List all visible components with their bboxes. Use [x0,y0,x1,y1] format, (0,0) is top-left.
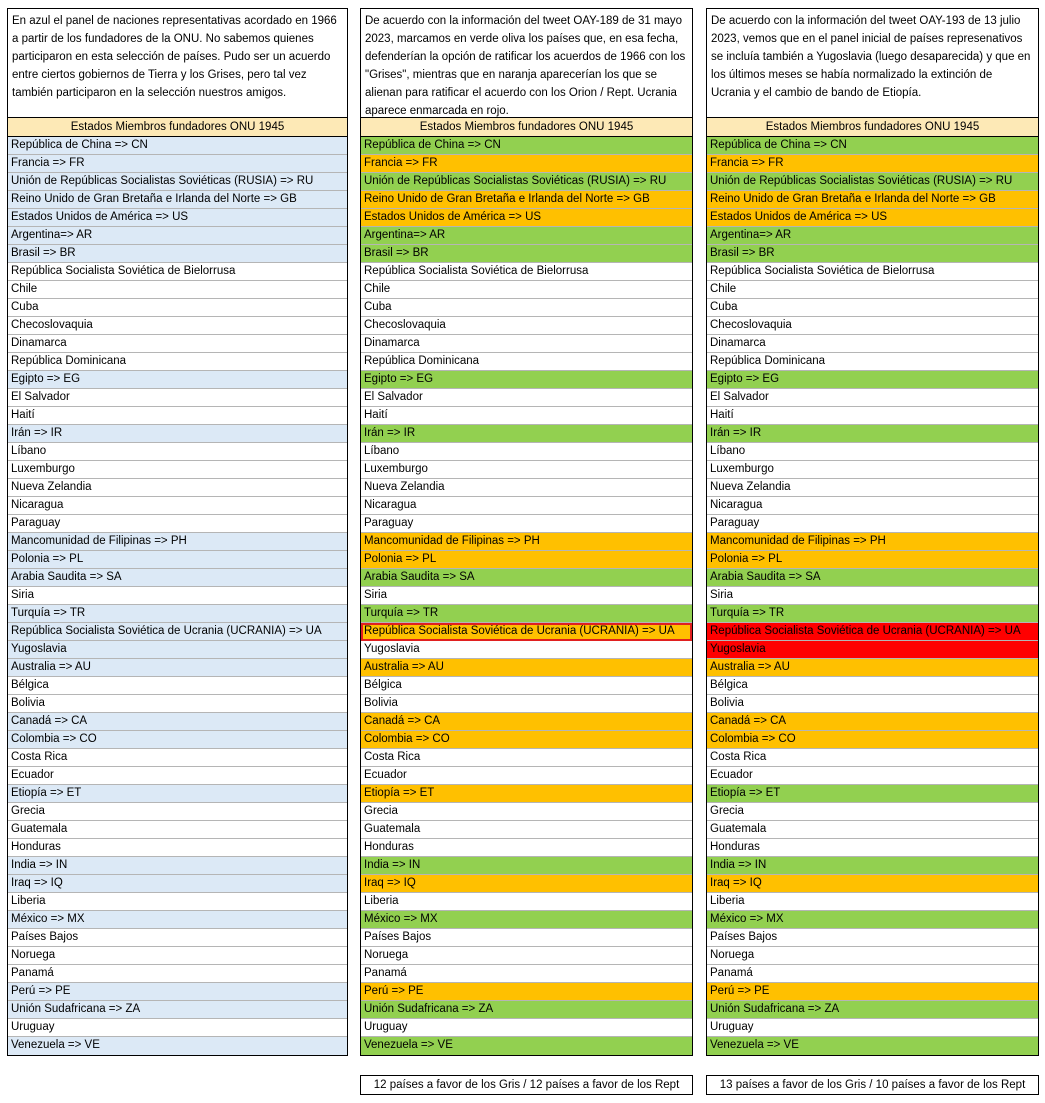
country-row: República Socialista Soviética de Ucrania (UCRANIA) => UA [361,623,692,641]
country-row: Francia => FR [707,155,1038,173]
column-header: Estados Miembros fundadores ONU 1945 [7,118,348,137]
country-row: Países Bajos [361,929,692,947]
country-row: Francia => FR [361,155,692,173]
country-row: República de China => CN [8,137,347,155]
country-row: República de China => CN [361,137,692,155]
country-row: Yugoslavia [361,641,692,659]
country-row: Liberia [8,893,347,911]
country-row: Dinamarca [707,335,1038,353]
country-row: Mancomunidad de Filipinas => PH [361,533,692,551]
country-row: Cuba [8,299,347,317]
country-row: Costa Rica [707,749,1038,767]
country-row: Siria [361,587,692,605]
country-row: Arabia Saudita => SA [707,569,1038,587]
country-row: Irán => IR [8,425,347,443]
country-row: Dinamarca [361,335,692,353]
country-row: Ecuador [361,767,692,785]
column-description: De acuerdo con la información del tweet OAY-193 de 13 julio 2023, vemos que en el panel inicial de países represenativos se incluía también a Yugoslavia (luego desaparecida) y que en los últimos meses se había normalizado la extinción de Ucrania y el cambio de bando de Etiopía. [706,8,1039,118]
country-row: Polonia => PL [707,551,1038,569]
country-row: Líbano [8,443,347,461]
country-row: Luxemburgo [8,461,347,479]
country-row: Etiopía => ET [8,785,347,803]
country-row: Australia => AU [707,659,1038,677]
country-row: Nueva Zelandia [8,479,347,497]
country-row: República Dominicana [707,353,1038,371]
country-row: Grecia [361,803,692,821]
country-row: Reino Unido de Gran Bretaña e Irlanda del Norte => GB [8,191,347,209]
country-row: Haití [8,407,347,425]
country-row: Venezuela => VE [361,1037,692,1055]
country-row: Noruega [361,947,692,965]
country-list [706,137,1039,1056]
column-header: Estados Miembros fundadores ONU 1945 [706,118,1039,137]
country-row: Panamá [707,965,1038,983]
country-row: Colombia => CO [361,731,692,749]
country-row: Guatemala [361,821,692,839]
country-row: Estados Unidos de América => US [361,209,692,227]
country-row: Estados Unidos de América => US [707,209,1038,227]
tweet-oay-189-column [360,8,693,1056]
country-row: Venezuela => VE [707,1037,1038,1055]
country-row: El Salvador [8,389,347,407]
country-row: Noruega [8,947,347,965]
country-row: Colombia => CO [8,731,347,749]
country-row: Reino Unido de Gran Bretaña e Irlanda del Norte => GB [361,191,692,209]
country-row: Unión Sudafricana => ZA [8,1001,347,1019]
country-row: Siria [707,587,1038,605]
country-row: Egipto => EG [707,371,1038,389]
country-row: Polonia => PL [361,551,692,569]
country-row: Canadá => CA [8,713,347,731]
country-row: Unión de Repúblicas Socialistas Soviéticas (RUSIA) => RU [361,173,692,191]
country-row: Siria [8,587,347,605]
country-row: Dinamarca [8,335,347,353]
country-row: Costa Rica [8,749,347,767]
country-row: Etiopía => ET [707,785,1038,803]
summary-box: 12 países a favor de los Gris / 12 países a favor de los Rept [360,1075,693,1095]
country-row: Cuba [707,299,1038,317]
country-row: República Socialista Soviética de Bielorrusa [8,263,347,281]
country-row: Chile [707,281,1038,299]
country-row: India => IN [361,857,692,875]
country-row: República Dominicana [361,353,692,371]
country-list [360,137,693,1056]
country-row: Unión de Repúblicas Socialistas Soviéticas (RUSIA) => RU [8,173,347,191]
country-row: Brasil => BR [8,245,347,263]
country-row: Uruguay [361,1019,692,1037]
country-row: Bélgica [361,677,692,695]
country-row: Turquía => TR [707,605,1038,623]
country-row: Bolivia [707,695,1038,713]
column-description: En azul el panel de naciones representativas acordado en 1966 a partir de los fundadores de la ONU. No sabemos quienes participaron en esta selección de países. Pudo ser un acuerdo entre ciertos gobiernos de Tierra y los Grises, pero tal vez también participaron en la selección nuestros amigos. [7,8,348,118]
country-row: Panamá [361,965,692,983]
country-row: Uruguay [707,1019,1038,1037]
tweet-oay-193-column [706,8,1039,1056]
country-row: Cuba [361,299,692,317]
country-row: El Salvador [361,389,692,407]
country-row: India => IN [707,857,1038,875]
country-row: Ecuador [8,767,347,785]
country-row: Arabia Saudita => SA [361,569,692,587]
country-row: Argentina=> AR [8,227,347,245]
country-row: Bélgica [8,677,347,695]
country-row: Iraq => IQ [8,875,347,893]
column-header: Estados Miembros fundadores ONU 1945 [360,118,693,137]
country-row: Unión Sudafricana => ZA [707,1001,1038,1019]
country-row: Turquía => TR [361,605,692,623]
country-row: Uruguay [8,1019,347,1037]
country-row: Países Bajos [8,929,347,947]
country-row: Arabia Saudita => SA [8,569,347,587]
country-row: Francia => FR [8,155,347,173]
country-row: Haití [707,407,1038,425]
country-row: Australia => AU [361,659,692,677]
country-row: República Socialista Soviética de Ucrania (UCRANIA) => UA [8,623,347,641]
country-row: Egipto => EG [361,371,692,389]
country-row: Honduras [707,839,1038,857]
country-row: Honduras [361,839,692,857]
country-row: Argentina=> AR [361,227,692,245]
country-row: Yugoslavia [8,641,347,659]
country-row: Guatemala [8,821,347,839]
country-row: El Salvador [707,389,1038,407]
country-row: Costa Rica [361,749,692,767]
country-row: Luxemburgo [361,461,692,479]
country-row: Colombia => CO [707,731,1038,749]
country-row: México => MX [8,911,347,929]
country-row: Argentina=> AR [707,227,1038,245]
country-row: Haití [361,407,692,425]
country-row: India => IN [8,857,347,875]
country-row: Venezuela => VE [8,1037,347,1055]
country-row: Irán => IR [361,425,692,443]
country-row: Reino Unido de Gran Bretaña e Irlanda del Norte => GB [707,191,1038,209]
country-row: República de China => CN [707,137,1038,155]
country-row: Irán => IR [707,425,1038,443]
country-row: Honduras [8,839,347,857]
country-row: Nicaragua [361,497,692,515]
country-row: Liberia [361,893,692,911]
country-row: Liberia [707,893,1038,911]
country-row: Países Bajos [707,929,1038,947]
country-row: Mancomunidad de Filipinas => PH [8,533,347,551]
country-row: Líbano [707,443,1038,461]
country-row: Unión Sudafricana => ZA [361,1001,692,1019]
country-row: Perú => PE [8,983,347,1001]
country-row: República Socialista Soviética de Ucrania (UCRANIA) => UA [707,623,1038,641]
country-row: Líbano [361,443,692,461]
country-list [7,137,348,1056]
country-row: Iraq => IQ [361,875,692,893]
country-row: Chile [361,281,692,299]
country-row: Iraq => IQ [707,875,1038,893]
country-row: Estados Unidos de América => US [8,209,347,227]
country-row: Grecia [8,803,347,821]
country-row: Perú => PE [707,983,1038,1001]
country-row: Brasil => BR [707,245,1038,263]
country-row: Brasil => BR [361,245,692,263]
country-row: Noruega [707,947,1038,965]
country-row: Luxemburgo [707,461,1038,479]
country-row: Checoslovaquia [361,317,692,335]
country-row: Turquía => TR [8,605,347,623]
column-description: De acuerdo con la información del tweet OAY-189 de 31 mayo 2023, marcamos en verde oliva los países que, en esa fecha, defenderían la opción de ratificar los acuerdos de 1966 con los "Grises", mientras que en naranja aparecerían los que se alienan para ratificar el acuerdo con los Orion / Rept. Ucrania aparece enmarcada en rojo. [360,8,693,118]
country-row: Nueva Zelandia [361,479,692,497]
country-row: Panamá [8,965,347,983]
country-row: Paraguay [8,515,347,533]
country-row: Egipto => EG [8,371,347,389]
country-row: Paraguay [707,515,1038,533]
country-row: Yugoslavia [707,641,1038,659]
country-row: Nicaragua [707,497,1038,515]
country-row: Checoslovaquia [707,317,1038,335]
country-row: Bolivia [8,695,347,713]
country-row: Nueva Zelandia [707,479,1038,497]
country-row: Chile [8,281,347,299]
country-row: Etiopía => ET [361,785,692,803]
country-row: Bolivia [361,695,692,713]
country-row: Polonia => PL [8,551,347,569]
country-row: Paraguay [361,515,692,533]
country-row: Canadá => CA [707,713,1038,731]
country-row: Nicaragua [8,497,347,515]
country-row: Checoslovaquia [8,317,347,335]
country-row: Perú => PE [361,983,692,1001]
summary-box: 13 países a favor de los Gris / 10 países a favor de los Rept [706,1075,1039,1095]
country-row: República Socialista Soviética de Bielorrusa [707,263,1038,281]
country-row: Australia => AU [8,659,347,677]
panel-1966-column [7,8,348,1056]
country-row: República Dominicana [8,353,347,371]
country-row: Mancomunidad de Filipinas => PH [707,533,1038,551]
country-row: República Socialista Soviética de Bielorrusa [361,263,692,281]
country-row: Guatemala [707,821,1038,839]
country-row: Ecuador [707,767,1038,785]
country-row: México => MX [361,911,692,929]
country-row: México => MX [707,911,1038,929]
country-row: Bélgica [707,677,1038,695]
country-row: Grecia [707,803,1038,821]
country-row: Canadá => CA [361,713,692,731]
country-row: Unión de Repúblicas Socialistas Soviéticas (RUSIA) => RU [707,173,1038,191]
